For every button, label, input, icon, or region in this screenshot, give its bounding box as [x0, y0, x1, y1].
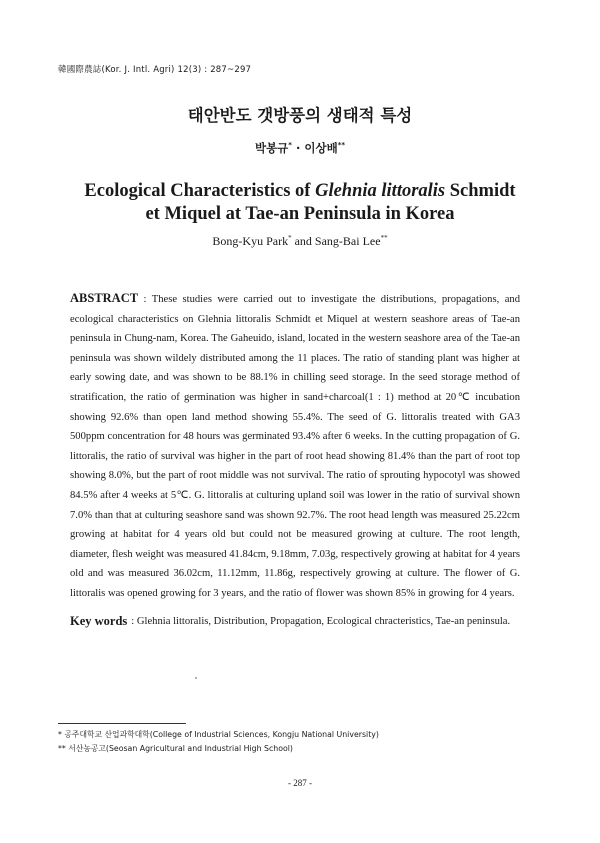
english-author-joiner: and [291, 234, 315, 248]
keywords [70, 612, 520, 631]
korean-authors [0, 140, 600, 156]
keywords-label: Key words [70, 614, 128, 628]
english-title [70, 180, 530, 226]
english-affiliation-mark-2: ** [380, 234, 388, 242]
korean-author-1: 박봉규 [254, 141, 289, 155]
abstract [70, 289, 520, 604]
stray-dot [195, 677, 197, 679]
english-author-1: Bong-Kyu Park [212, 234, 289, 248]
abstract-text: : These studies were carried out to investigate the distributions, propagations, and ecological characteristics on Glehnia littoralis Schmidt et Miquel at western seashore areas of Tae-an peninsula in Chung-nam, Korea. The Gaheuido, island, located in the western seashore area of the Tae-an peninsula was shown wildely distributed among the 11 places. The ratio of standing plant was higher at early sowing date, and was shown to be 88.1% in chilling seed storage. In the seed storage method of stratification, the ratio of germination was higher in sand+charcoal(1 : 1) method at 20℃ incubation showing 92.6% than open land method showing 55.4%. The seed of G. littoralis treated with GA3 500ppm concentration for 48 hours was germinated 93.4% after 6 weeks. In the cutting propagation of G. littoralis, the ratio of survival was higher in the part of root head showing 81.4% than the part of root top showing 8.0%, but the part of root middle was not survival. The ratio of sprouting hypocotyl was showed 84.5% after 4 weeks at 5℃. G. littoralis at culturing upland soil was lower in the ratio of survival shown 7.0% than that at culturing seashore sand was shown 92.7%. The root head length was measured 25.22cm growing at habitat for 4 years old but could not be measured growing at culture. The root length, diameter, flesh weight was measured 41.84cm, 9.18mm, 7.03g, respectively growing at habitat for 4 years old and was measured 36.02cm, 11.12mm, 11.86g, respectively growing at culture. The flower of G. littoralis was opened growing for 3 years, and the ratio of flower was shown 85% in growing for 4 years. [70, 294, 520, 599]
english-authors [0, 234, 600, 249]
english-title-line1-post: Schmidt [445, 181, 516, 201]
abstract-label: ABSTRACT [70, 291, 139, 305]
english-title-species: Glehnia littoralis [315, 181, 446, 201]
affiliation-mark-2: ** [337, 141, 346, 150]
footnote-rule [58, 723, 186, 724]
keywords-text: : Glehnia littoralis, Distribution, Propagation, Ecological chracteristics, Tae-an peninsula. [131, 616, 511, 627]
english-title-line2: et Miquel at Tae-an Peninsula in Korea [145, 204, 455, 224]
korean-author-2: 이상배 [304, 141, 338, 155]
english-affiliation-mark-1: * [288, 234, 292, 242]
author-separator: · [291, 141, 305, 155]
footnote-2: ** 서산농공고(Seosan Agricultural and Industrial High School) [58, 744, 293, 753]
footnote-1: * 공주대학교 산업과학대학(College of Industrial Sciences, Kongju National University) [58, 730, 379, 739]
page-number: - 287 - [288, 778, 312, 788]
english-author-2: Sang-Bai Lee [314, 234, 381, 248]
english-title-line1-pre: Ecological Characteristics of [84, 181, 316, 201]
affiliation-mark-1: * [288, 141, 292, 150]
journal-citation: 韓國際農誌(Kor. J. Intl. Agri) 12(3) : 287~297 [58, 65, 252, 75]
korean-title: 태안반도 갯방풍의 생태적 특성 [187, 106, 413, 125]
